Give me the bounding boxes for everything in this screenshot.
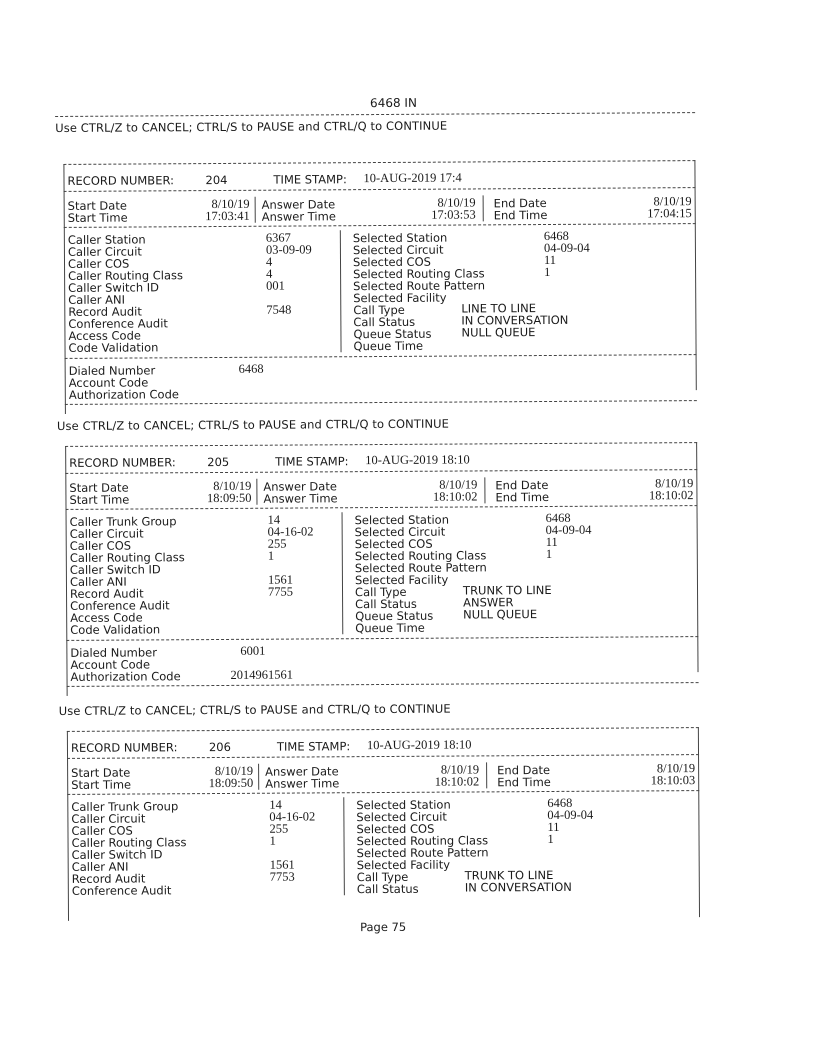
- caller-field-label: Caller COS: [69, 538, 132, 553]
- caller-field-label: Caller Circuit: [67, 244, 142, 259]
- time-stamp-label: TIME STAMP:: [275, 454, 349, 469]
- selected-field-label: Selected Circuit: [352, 242, 444, 258]
- selected-field-value: IN CONVERSATION: [464, 879, 572, 895]
- record-number-label: RECORD NUMBER:: [70, 740, 178, 755]
- selected-field-value: 1: [545, 546, 553, 562]
- selected-field-value: NULL QUEUE: [461, 325, 536, 340]
- selected-field-value: TRUNK TO LINE: [462, 582, 552, 598]
- divider: [67, 727, 699, 732]
- selected-field-value: NULL QUEUE: [463, 607, 538, 622]
- start-time-label: Start Time: [67, 210, 128, 225]
- caller-field-value: 14: [269, 797, 282, 812]
- selected-field-label: Call Status: [353, 314, 416, 330]
- selected-field-value: 6468: [545, 510, 571, 526]
- caller-field-label: Caller ANI: [69, 574, 127, 589]
- selected-field-label: Queue Status: [353, 326, 432, 342]
- selected-field-label: Call Type: [354, 584, 407, 600]
- answer-date-label: Answer Date: [261, 197, 336, 212]
- divider: [55, 112, 695, 117]
- divider: [64, 187, 696, 192]
- divider: [65, 442, 697, 447]
- selected-field-label: Selected COS: [352, 254, 431, 270]
- answer-date-value: 8/10/19: [439, 477, 478, 492]
- selected-field-label: Selected Station: [354, 512, 450, 528]
- selected-field-label: Call Status: [356, 881, 419, 897]
- call-record: [57, 442, 699, 696]
- column-rule: [343, 797, 345, 895]
- column-rule: [694, 160, 696, 390]
- caller-field-label: Record Audit: [68, 304, 142, 319]
- answer-time-value: 17:03:53: [431, 207, 476, 222]
- selected-field-value: IN CONVERSATION: [461, 312, 569, 328]
- start-time-value: 18:09:50: [208, 775, 254, 791]
- caller-field-label: Caller Trunk Group: [71, 799, 179, 814]
- caller-field-label: Caller Circuit: [69, 526, 144, 541]
- time-stamp-value: 10-AUG-2019 18:10: [365, 452, 470, 468]
- column-rule: [255, 197, 256, 223]
- selected-field-value: 11: [547, 819, 560, 835]
- caller-field-value: 255: [267, 536, 287, 551]
- record-number-label: RECORD NUMBER:: [67, 173, 175, 188]
- end-date-value: 8/10/19: [653, 194, 692, 209]
- divider: [63, 160, 695, 165]
- caller-field-label: Record Audit: [71, 871, 146, 886]
- dialing-field-value: 6001: [240, 643, 266, 658]
- selected-field-label: Selected Facility: [356, 857, 451, 873]
- selected-field-value: 6468: [543, 228, 569, 244]
- selected-field-label: Selected Station: [352, 230, 448, 246]
- caller-field-value: 7548: [266, 302, 292, 317]
- selected-field-value: 6468: [547, 795, 573, 811]
- caller-field-label: Caller Routing Class: [68, 268, 184, 283]
- control-prompt: Use CTRL/Z to CANCEL; CTRL/S to PAUSE and CTRL/Q to CONTINUE: [58, 701, 451, 718]
- start-date-label: Start Date: [69, 480, 129, 495]
- dialing-field-value: 6468: [238, 361, 264, 376]
- column-rule: [484, 477, 485, 503]
- selected-field-value: 11: [543, 252, 557, 268]
- answer-date-label: Answer Date: [263, 479, 337, 494]
- end-date-value: 8/10/19: [655, 476, 694, 491]
- caller-field-label: Caller Station: [67, 232, 146, 247]
- report-title: 6468 IN: [369, 95, 417, 111]
- end-date-label: End Date: [493, 195, 547, 211]
- column-rule: [340, 230, 342, 352]
- record-number-value: 206: [208, 739, 231, 755]
- caller-field-label: Caller COS: [67, 256, 130, 271]
- answer-date-label: Answer Date: [265, 764, 339, 779]
- selected-field-label: Selected Route Pattern: [354, 560, 487, 576]
- selected-field-value: 04-09-04: [547, 807, 594, 823]
- column-rule: [65, 446, 68, 696]
- end-time-label: End Time: [495, 489, 550, 505]
- dialing-field-label: Dialed Number: [70, 645, 157, 660]
- column-rule: [696, 442, 698, 672]
- selected-field-label: Selected Circuit: [354, 524, 446, 540]
- end-time-value: 18:10:03: [650, 773, 696, 788]
- caller-field-label: Caller Trunk Group: [69, 514, 177, 529]
- dialing-field-label: Dialed Number: [68, 363, 156, 378]
- column-rule: [63, 164, 66, 414]
- caller-field-label: Record Audit: [69, 586, 144, 601]
- call-record: [55, 160, 697, 414]
- answer-time-label: Answer Time: [263, 491, 338, 506]
- caller-field-value: 7755: [267, 584, 294, 599]
- caller-field-value: 255: [269, 821, 289, 836]
- divider: [66, 505, 698, 510]
- record-number-value: 205: [207, 454, 230, 470]
- caller-field-value: 04-16-02: [269, 809, 316, 824]
- caller-field-label: Conference Audit: [70, 598, 170, 613]
- selected-field-label: Queue Time: [353, 338, 424, 354]
- caller-field-label: Access Code: [68, 328, 141, 343]
- answer-time-value: 18:10:02: [434, 774, 480, 789]
- answer-time-label: Answer Time: [261, 209, 336, 224]
- column-rule: [698, 727, 700, 917]
- column-rule: [258, 764, 259, 790]
- answer-time-label: Answer Time: [265, 776, 340, 791]
- time-stamp-label: TIME STAMP:: [273, 172, 347, 187]
- dialing-field-label: Authorization Code: [68, 387, 179, 402]
- record-number-label: RECORD NUMBER:: [69, 455, 176, 470]
- selected-field-label: Selected Routing Class: [353, 266, 485, 282]
- divider: [67, 754, 699, 759]
- caller-field-label: Caller Switch ID: [71, 847, 163, 862]
- caller-field-label: Conference Audit: [71, 883, 172, 898]
- caller-field-value: 1561: [267, 572, 293, 587]
- column-rule: [483, 195, 484, 221]
- divider: [65, 354, 697, 359]
- selected-field-label: Selected Route Pattern: [356, 845, 489, 861]
- start-time-value: 17:03:41: [205, 208, 250, 224]
- dialing-field-value: 2014961561: [230, 667, 294, 682]
- column-rule: [342, 512, 344, 634]
- start-time-value: 18:09:50: [206, 490, 252, 506]
- divider: [67, 790, 699, 795]
- caller-field-label: Caller Switch ID: [68, 280, 160, 295]
- answer-date-value: 8/10/19: [437, 195, 476, 210]
- end-date-label: End Date: [495, 477, 549, 493]
- selected-field-label: Queue Status: [355, 608, 434, 624]
- selected-field-label: Selected Routing Class: [354, 548, 487, 564]
- caller-field-value: 14: [267, 512, 281, 527]
- caller-field-value: 1: [267, 548, 275, 563]
- call-record: [59, 727, 700, 921]
- caller-field-label: Code Validation: [70, 622, 161, 637]
- start-date-label: Start Date: [71, 765, 131, 780]
- caller-field-value: 1561: [269, 857, 295, 872]
- time-stamp-value: 10-AUG-2019 17:4: [363, 170, 462, 186]
- record-number-value: 204: [205, 172, 228, 188]
- caller-field-label: Conference Audit: [68, 316, 168, 331]
- end-time-label: End Time: [493, 207, 548, 223]
- selected-field-label: Selected Facility: [353, 290, 447, 306]
- divider: [64, 223, 696, 228]
- divider: [65, 469, 697, 474]
- end-date-label: End Date: [497, 762, 551, 778]
- caller-field-label: Caller ANI: [68, 292, 126, 307]
- caller-field-label: Code Validation: [68, 340, 159, 355]
- selected-field-value: 04-09-04: [545, 522, 592, 538]
- time-stamp-label: TIME STAMP:: [276, 739, 351, 754]
- selected-field-label: Selected COS: [354, 536, 433, 552]
- page-number: Page 75: [360, 919, 407, 935]
- dialing-field-label: Account Code: [68, 375, 149, 390]
- caller-field-label: Caller Routing Class: [69, 550, 185, 565]
- caller-field-value: 4: [265, 254, 273, 269]
- selected-field-label: Selected Route Pattern: [353, 278, 486, 294]
- dialing-field-label: Account Code: [70, 657, 151, 672]
- selected-field-value: ANSWER: [463, 595, 514, 610]
- divider: [66, 636, 698, 641]
- selected-field-value: 1: [544, 264, 551, 280]
- answer-date-value: 8/10/19: [440, 762, 480, 777]
- selected-field-label: Call Status: [355, 596, 417, 612]
- end-time-value: 18:10:02: [648, 488, 694, 503]
- start-time-label: Start Time: [69, 492, 130, 507]
- caller-field-label: Caller Switch ID: [69, 562, 161, 577]
- selected-field-label: Selected COS: [356, 821, 435, 837]
- start-date-value: 8/10/19: [211, 196, 250, 212]
- caller-field-value: 7753: [269, 869, 295, 884]
- selected-field-label: Selected Routing Class: [356, 833, 489, 849]
- caller-field-value: 04-16-02: [267, 524, 314, 539]
- caller-field-label: Caller COS: [71, 823, 133, 838]
- caller-field-label: Caller Circuit: [71, 811, 146, 826]
- start-date-value: 8/10/19: [214, 763, 254, 779]
- selected-field-value: LINE TO LINE: [461, 301, 537, 316]
- dialing-field-label: Authorization Code: [70, 669, 181, 684]
- caller-field-label: Access Code: [70, 610, 143, 625]
- selected-field-value: 1: [547, 831, 554, 847]
- start-date-label: Start Date: [67, 198, 127, 213]
- selected-field-label: Selected Circuit: [356, 809, 447, 825]
- report-page: [55, 94, 696, 935]
- caller-field-label: Caller Routing Class: [71, 835, 187, 850]
- start-time-label: Start Time: [71, 777, 132, 792]
- caller-field-value: 4: [266, 266, 273, 281]
- caller-field-value: 001: [266, 278, 285, 293]
- end-time-label: End Time: [497, 774, 551, 790]
- column-rule: [256, 479, 257, 505]
- selected-field-label: Selected Station: [356, 797, 451, 813]
- selected-field-value: TRUNK TO LINE: [464, 867, 554, 883]
- selected-field-value: 04-09-04: [543, 240, 590, 256]
- caller-field-value: 6367: [265, 230, 291, 245]
- selected-field-label: Queue Time: [355, 620, 425, 636]
- selected-field-label: Selected Facility: [354, 572, 449, 588]
- control-prompt: Use CTRL/Z to CANCEL; CTRL/S to PAUSE and CTRL/Q to CONTINUE: [55, 118, 448, 135]
- start-date-value: 8/10/19: [213, 478, 252, 494]
- selected-field-label: Call Type: [356, 869, 409, 885]
- end-time-value: 17:04:15: [647, 206, 692, 221]
- column-rule: [486, 762, 487, 788]
- control-prompt: Use CTRL/Z to CANCEL; CTRL/S to PAUSE and CTRL/Q to CONTINUE: [56, 416, 450, 433]
- end-date-value: 8/10/19: [656, 761, 696, 776]
- answer-time-value: 18:10:02: [432, 489, 478, 504]
- caller-field-value: 03-09-09: [265, 242, 312, 257]
- time-stamp-value: 10-AUG-2019 18:10: [366, 737, 472, 753]
- selected-field-label: Call Type: [353, 302, 405, 318]
- selected-field-value: 11: [545, 534, 558, 550]
- column-rule: [67, 731, 69, 921]
- caller-field-value: 1: [269, 833, 276, 848]
- caller-field-label: Caller ANI: [71, 859, 129, 874]
